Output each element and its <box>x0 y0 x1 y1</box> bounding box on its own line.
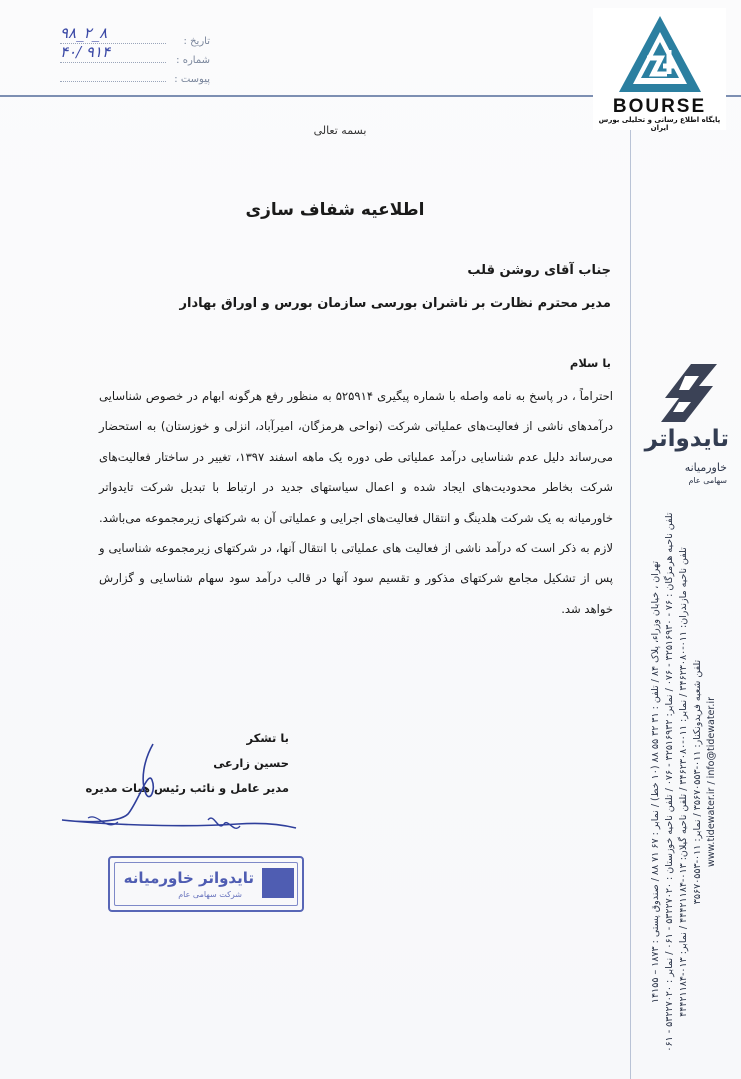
bourse-triangle-icon <box>617 14 703 96</box>
stamp-type: شرکت سهامی عام <box>178 890 242 899</box>
tidewater-logo <box>645 362 735 492</box>
closing: با تشکر <box>246 731 289 745</box>
letter-meta <box>60 24 210 85</box>
stamp-company: تایدواتر خاورمیانه <box>123 869 254 887</box>
letter-title: اطلاعیه شفاف سازی <box>245 200 425 220</box>
contact-web[interactable]: www.tidewater.ir / info@tidewater.ir <box>706 697 717 868</box>
tidewater-name: تایدواتر <box>644 426 729 452</box>
contact-info <box>649 492 719 1072</box>
company-stamp <box>108 856 304 912</box>
number-value: ۴۰/ ۹۱۴ <box>60 43 111 61</box>
tidewater-emblem-icon <box>655 362 725 424</box>
stamp-logo-icon <box>262 868 294 898</box>
number-label: شماره : <box>176 55 210 66</box>
attachment-row <box>60 66 210 85</box>
attachment-label: پیوست : <box>174 74 210 85</box>
signer-title: مدیر عامل و نائب رئیس هیات مدیره <box>85 781 289 795</box>
recipient-name: جناب آقای روشن قلب <box>467 263 611 278</box>
number-row <box>60 43 210 66</box>
greeting: با سلام <box>569 356 611 370</box>
margin-divider <box>630 96 631 1079</box>
contact-line: تهران ، خیابان وزراء، پلاک ۸۴ / تلفن : ۳۱ ۳۲ ۵۵ ۸۸ (۱۰ خط) / نمابر : ۶۷ ۷۱ ۸۸ / صندوق پستی : ۱۸۷۳ – ۱۴۱۵۵ <box>650 560 661 1004</box>
bourse-subtitle: پایگاه اطلاع رسانی و تحلیلی بورس ایران <box>598 116 721 132</box>
contact-line: تلفن شعبه فریدونکنار: ۰۱۱-۳۵۶۷۰۵۵۳ / نمابر: ۰۱۱-۳۵۶۷۰۵۵۳ <box>692 659 703 905</box>
bourse-logo <box>593 8 726 130</box>
recipient-position: مدیر محترم نظارت بر ناشران بورسی سازمان بورس و اوراق بهادار <box>179 296 611 311</box>
handwritten-signature <box>58 742 308 837</box>
contact-line: تلفن ناحیه مازندران: ۰۱۱-۳۴۶۲۳۰۸۰ / نمابر: ۰۱۱-۳۴۶۲۳۰۸۰ / تلفن ناحیه گیلان: ۰۱۳-۴۴۴۲۱۱۸۴ / نمابر: ۰۱۳-۴۴۴۲۱۱۸۴ <box>678 547 689 1017</box>
date-label: تاریخ : <box>183 36 210 47</box>
tidewater-subtitle: خاورمیانه <box>684 461 727 474</box>
tidewater-type: سهامی عام <box>688 476 727 485</box>
signer-name: حسین زارعی <box>213 756 289 770</box>
bourse-wordmark: BOURSE <box>612 96 707 117</box>
contact-line: تلفن ناحیه هرمزگان : ۷۶ - ۳۲۵۱۶۹۳۰ - ۰۷۶ / نمابر: ۳۲۵۱۶۹۳۲ - ۰۷۶ / تلفن ناحیه خوزستان : ۵۳۲۲۷۰۲۰ - ۰۶۱ / نمابر : ۵۳۲۲۷۰۲۰ - ۰۶۱ <box>664 512 675 1052</box>
bismillah: بسمه تعالی <box>313 124 367 137</box>
date-value: ۹۸_۲_۸ <box>60 24 108 42</box>
letter-body: احتراماً ، در پاسخ به نامه واصله با شماره پیگیری ۵۲۵۹۱۴ به منظور رفع هرگونه ابهام در خصوص شناسایی درآمدهای ناشی از فعالیت‌های عملیاتی شرکت (نواحی هرمزگان، امیرآباد، انزلی و خوزستان) به استحضار می‌رساند دلیل عدم شناسایی درآمد عملیاتی طی دوره یک ماهه اسفند ۱۳۹۷، تغییر در ساختار فعالیت‌های شرکت بخاطر محدودیت‌های ایجاد شده و اعمال سیاستهای جدید در ارتباط با تبدیل شرکت تایدواتر خاورمیانه به یک شرکت هلدینگ و انتقال فعالیت‌های اجرایی و عملیاتی آن به شرکتهای زیرمجموعه می‌باشد. لازم به ذکر است که درآمد ناشی از فعالیت های عملیاتی با انتقال آنها، در شرکتهای زیرمجموعه شناسایی و پس از تشکیل مجامع شرکتهای مذکور و تقسیم سود آنها در قالب درآمد سود سهام شناسایی و گزارش خواهد شد. <box>99 389 613 616</box>
